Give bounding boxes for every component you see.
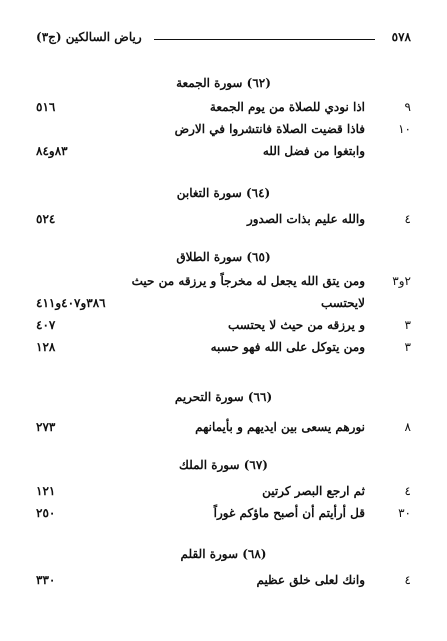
index-row	[36, 569, 411, 591]
page-reference: ٢٥٠	[36, 506, 56, 520]
page-reference: ٤٠٧	[36, 318, 56, 332]
verse-text: والله عليم بذات الصدور	[246, 212, 365, 226]
index-row	[36, 270, 411, 292]
verse-text: قل أرأيتم أن أصبح ماؤكم غوراً	[213, 506, 365, 520]
page-number: ٥٧٨	[391, 30, 411, 44]
verse-number: ٣	[404, 318, 411, 332]
running-title: رياض السالكين (ج٣)	[36, 30, 142, 44]
page-reference: ١٢١	[36, 484, 56, 498]
section-at-taghabun	[36, 184, 411, 230]
section-title: (٦٧) سورة الملك	[179, 458, 268, 472]
section-al-mulk	[36, 456, 411, 524]
section-title: (٦٦) سورة التحريم	[174, 390, 273, 404]
verse-number: ٩	[404, 100, 411, 114]
verse-text: ومن يتوكل على الله فهو حسبه	[210, 340, 365, 354]
page-reference: ٣٣٠	[36, 573, 56, 587]
index-row	[36, 118, 411, 140]
verse-number: ٨	[404, 420, 411, 434]
index-row	[36, 416, 411, 438]
verse-text: و يرزقه من حيث لا يحتسب	[227, 318, 365, 332]
page-reference: ٥١٦	[36, 100, 56, 114]
verse-number: ٢و٣	[392, 274, 411, 288]
index-row	[36, 292, 411, 314]
section-title: (٦٥) سورة الطلاق	[176, 250, 271, 264]
verse-text: وابتغوا من فضل الله	[262, 144, 365, 158]
verse-text: لايحتسب	[320, 296, 365, 310]
section-title: (٦٤) سورة التغابن	[176, 186, 271, 200]
header-rule	[154, 39, 375, 40]
page-reference: ٨٣و٨٤	[36, 144, 68, 158]
section-al-jumuah	[36, 74, 411, 162]
page-reference: ٢٧٣	[36, 420, 56, 434]
section-at-tahrim	[36, 388, 411, 438]
verse-text: فاذا قضيت الصلاة فانتشروا في الارض	[174, 122, 365, 136]
verse-number: ٤	[404, 573, 411, 587]
section-title: (٦٢) سورة الجمعة	[176, 76, 271, 90]
section-al-qalam	[36, 545, 411, 591]
verse-text: اذا نودي للصلاة من يوم الجمعة	[209, 100, 365, 114]
verse-number: ٣٠	[398, 506, 411, 520]
index-row	[36, 502, 411, 524]
index-row	[36, 140, 411, 162]
section-at-talaq	[36, 248, 411, 358]
index-row	[36, 314, 411, 336]
page-reference: ٥٢٤	[36, 212, 56, 226]
verse-number: ١٠	[398, 122, 411, 136]
index-row	[36, 480, 411, 502]
index-row	[36, 336, 411, 358]
index-row	[36, 96, 411, 118]
verse-text: نورهم يسعى بين ايديهم و بأيمانهم	[195, 420, 365, 434]
verse-text: ثم ارجع البصر كرتين	[262, 484, 365, 498]
verse-number: ٤	[404, 484, 411, 498]
verse-text: ومن يتق الله يجعل له مخرجاً و يرزقه من حيث	[131, 274, 365, 288]
section-title: (٦٨) سورة القلم	[180, 547, 267, 561]
verse-number: ٤	[404, 212, 411, 226]
page-reference: ١٢٨	[36, 340, 56, 354]
page-reference: ٣٨٦و٤٠٧و٤١١	[36, 296, 106, 310]
verse-text: وانك لعلى خلق عظيم	[256, 573, 365, 587]
index-row	[36, 208, 411, 230]
page-header	[36, 30, 411, 48]
verse-number: ٣	[404, 340, 411, 354]
